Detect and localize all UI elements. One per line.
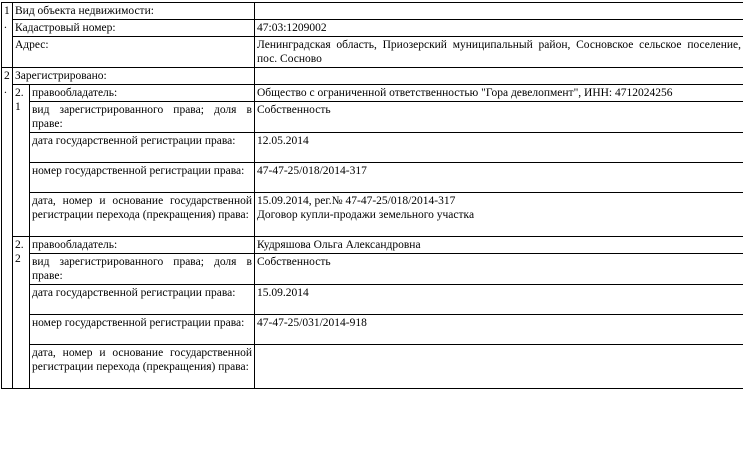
right-type-label: вид зарегистрированного права; доля в праве: [30, 102, 255, 133]
section-1-row [2, 3, 743, 20]
address-value: Ленинградская область, Приозерский муниципальный район, Сосновское сельское поселение, пос. Сосново [255, 37, 743, 68]
registration-date-row [2, 133, 743, 163]
cadastral-row [2, 20, 743, 37]
egrn-extract-table [1, 2, 743, 389]
transfer-basis-row [2, 345, 743, 389]
registered-value [255, 68, 743, 85]
right-type-row [2, 254, 743, 285]
holder-row [2, 237, 743, 254]
object-type-label: Вид объекта недвижимости: [13, 3, 255, 20]
registration-date-label: дата государственной регистрации права: [30, 133, 255, 163]
registration-date-value: 12.05.2014 [255, 133, 743, 163]
registration-date-label: дата государственной регистрации права: [30, 285, 255, 315]
registration-date-row [2, 285, 743, 315]
address-row [2, 37, 743, 68]
entry-number: 2.2 [13, 237, 30, 389]
section-number: 2. [2, 68, 13, 389]
transfer-basis-value [255, 345, 743, 389]
right-type-value: Собственность [255, 254, 743, 285]
registration-number-row [2, 315, 743, 345]
right-type-value: Собственность [255, 102, 743, 133]
section-2-row [2, 68, 743, 85]
registration-number-label: номер государственной регистрации права: [30, 315, 255, 345]
object-type-value [255, 3, 743, 20]
holder-label: правообладатель: [30, 85, 255, 102]
right-type-row [2, 102, 743, 133]
transfer-basis-value [255, 193, 743, 237]
entry-number: 2.1 [13, 85, 30, 237]
right-type-label: вид зарегистрированного права; доля в праве: [30, 254, 255, 285]
registration-number-label: номер государственной регистрации права: [30, 163, 255, 193]
transfer-basis-row [2, 193, 743, 237]
registration-number-row [2, 163, 743, 193]
registration-date-value: 15.09.2014 [255, 285, 743, 315]
address-label: Адрес: [13, 37, 255, 68]
registered-label: Зарегистрировано: [13, 68, 255, 85]
transfer-basis-line: 15.09.2014, рег.№ 47-47-25/018/2014-317 [257, 194, 741, 208]
registration-number-value: 47-47-25/018/2014-317 [255, 163, 743, 193]
cadastral-number-value: 47:03:1209002 [255, 20, 743, 37]
cadastral-number-label: Кадастровый номер: [13, 20, 255, 37]
section-number: 1. [2, 3, 13, 68]
transfer-basis-line: Договор купли-продажи земельного участка [257, 208, 741, 222]
holder-value: Кудряшова Ольга Александровна [255, 237, 743, 254]
holder-row [2, 85, 743, 102]
holder-label: правообладатель: [30, 237, 255, 254]
transfer-basis-label: дата, номер и основание государственной регистрации перехода (прекращения) права: [30, 345, 255, 389]
registration-number-value: 47-47-25/031/2014-918 [255, 315, 743, 345]
transfer-basis-label: дата, номер и основание государственной регистрации перехода (прекращения) права: [30, 193, 255, 237]
holder-value: Общество с ограниченной ответственностью "Гора девелопмент", ИНН: 4712024256 [255, 85, 743, 102]
